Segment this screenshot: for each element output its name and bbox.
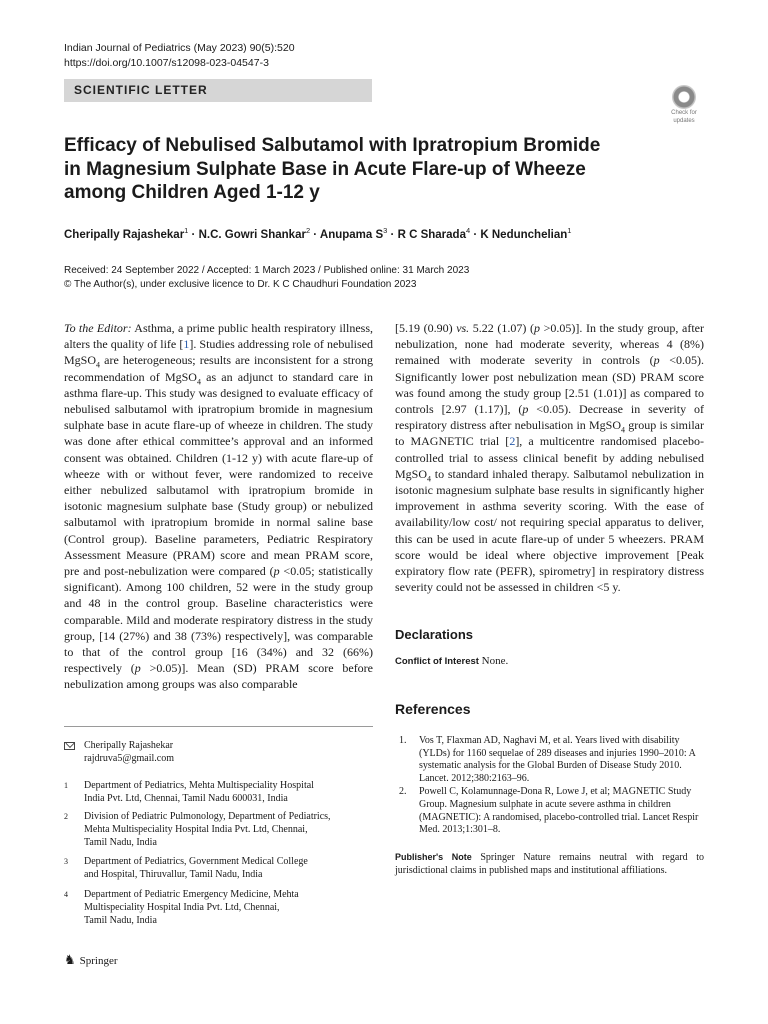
declarations-heading: Declarations (395, 627, 474, 642)
affiliation-number: 4 (64, 890, 68, 899)
italic-text: p (134, 661, 141, 676)
springer-horse-icon: ♞ (64, 952, 76, 967)
body-text: are heterogeneous; results are inconsistent for a strong recommendation of MgSO (64, 353, 373, 384)
affiliation-number: 1 (64, 781, 68, 790)
italic-text: vs. (456, 321, 470, 335)
publishers-note-text: Springer Nature remains neutral with regard to jurisdictional claims in published maps and institutional affiliations. (395, 852, 704, 876)
affiliation-line: Department of Pediatrics, Government Medical College (84, 856, 308, 867)
author-affiliation: 1 (567, 226, 572, 235)
body-text: to standard inhaled therapy. Salbutamol nebulization in isotonic magnesium sulphate base results in significantly higher improvement in asthma severity scoring. With the ease of availability/low cost/ not requiring special apparatus to deliver, this can be used in acute flare-up of under 5 wheezers. PRAM score would be ideal where objective improvement [Peak expiratory flow rate (PEFR), spirometry] in respiratory distress severity could not be assessed in children <5 y. (395, 466, 704, 595)
italic-text: p (522, 402, 529, 417)
reference-text: Vos T, Flaxman AD, Naghavi M, et al. Years lived with disability (YLDs) for 1160 sequelae of 289 diseases and injuries 1990–2010: A systematic analysis for the Global Burden of Disease Study 2010. Lancet. 2012;380:2163–96. (419, 735, 696, 784)
body-text: [5.19 (0.90) (395, 321, 457, 335)
author-name[interactable]: N.C. Gowri Shankar (198, 228, 306, 241)
affiliation-1 (64, 780, 373, 808)
article-type-label: SCIENTIFIC LETTER (74, 83, 208, 97)
references-heading: References (395, 701, 471, 717)
author-name[interactable]: R C Sharada (397, 228, 466, 241)
italic-text: p (533, 321, 540, 335)
check-updates-text-2: updates (673, 117, 695, 124)
publication-history (64, 264, 469, 292)
author-name[interactable]: Cheripally Rajashekar (64, 228, 185, 241)
reference-number: 1. (399, 735, 407, 746)
affiliation-number: 2 (64, 812, 68, 821)
coi-value: None. (481, 655, 509, 667)
salutation: To the Editor: (64, 321, 132, 335)
body-text: >0.05)]. Mean (SD) PRAM score before nebulization among groups was also comparable (64, 661, 374, 692)
copyright-line: © The Author(s), under exclusive licence to Dr. K C Chaudhuri Foundation 2023 (64, 279, 417, 290)
author-name[interactable]: Anupama S (319, 228, 384, 241)
envelope-icon (64, 742, 75, 750)
body-text: ], a multicentre randomised placebo-controlled trial to assess clinical benefit by adding nebulised MgSO (395, 434, 705, 481)
affiliation-line: and Hospital, Thiruvallur, Tamil Nadu, India (84, 868, 263, 880)
affiliation-line: Mehta Multispeciality Hospital India Pvt. Ltd, Chennai, (84, 823, 308, 835)
publisher-logo (64, 952, 118, 968)
publishers-note-label: Publisher's Note (395, 852, 472, 862)
corresponding-name: Cheripally Rajashekar (84, 740, 174, 751)
author-list (64, 226, 704, 241)
check-updates-text-1: Check for (671, 110, 697, 116)
body-paragraph (395, 320, 704, 595)
italic-text: p (653, 353, 660, 368)
author-separator: · (310, 228, 320, 241)
author-affiliation: 2 (305, 226, 311, 235)
reference-list (395, 735, 704, 838)
italic-text: p (273, 564, 280, 579)
body-text: 5.22 (1.07) ( (469, 321, 534, 335)
body-text: >0.05)]. In the study group, after nebulization, none had moderate severity, whereas 4 (8%) remained with moderate severity in controls ( (395, 321, 704, 368)
coi-label: Conflict of Interest (395, 656, 479, 667)
subscript: 4 (196, 377, 201, 386)
reference-item (395, 735, 704, 785)
author-affiliation: 1 (184, 226, 189, 235)
citation-link[interactable]: 1 (183, 337, 190, 352)
reference-number: 2. (399, 786, 407, 798)
publishers-note (395, 851, 704, 877)
corresponding-email[interactable]: rajdruva5@gmail.com (84, 752, 175, 764)
author-separator: · (470, 228, 481, 241)
footnote-divider (64, 726, 373, 727)
affiliation-line: Division of Pediatric Pulmonology, Department of Pediatrics, (84, 811, 331, 822)
title-line: Efficacy of Nebulised Salbutamol with Ipratropium Bromide (64, 135, 601, 156)
journal-citation: Indian Journal of Pediatrics (May 2023) 90(5):520 (64, 42, 295, 54)
affiliation-line: Department of Pediatric Emergency Medicine, Mehta (84, 889, 299, 900)
check-for-updates-badge[interactable] (664, 85, 704, 123)
doi-link[interactable]: https://doi.org/10.1007/s12098-023-04547-3 (64, 57, 269, 69)
body-text: group is similar to MAGNETIC trial [ (395, 418, 704, 449)
title-line: in Magnesium Sulphate Base in Acute Flare-up of Wheeze (64, 158, 586, 180)
corresponding-author (64, 740, 373, 768)
reference-item (395, 786, 704, 836)
article-title (64, 134, 624, 205)
reference-text: Powell C, Kolamunnage-Dona R, Lowe J, et al; MAGNETIC Study Group. Magnesium sulphate in acute severe asthma in children (MAGNETIC): A randomised, placebo-controlled trial. Lancet Respir Med. 2013;1:301–8. (419, 786, 699, 836)
body-column-right (395, 320, 704, 595)
affiliation-4 (64, 889, 373, 929)
citation-link[interactable]: 2 (509, 434, 516, 449)
journal-info (64, 41, 295, 71)
affiliation-line: Multispeciality Hospital India Pvt. Ltd, Chennai, (84, 901, 280, 913)
author-separator: · (387, 228, 398, 241)
author-affiliation: 4 (465, 226, 471, 235)
subscript: 4 (96, 360, 101, 370)
title-line: among Children Aged 1-12 y (64, 182, 320, 203)
affiliation-line: Tamil Nadu, India (84, 914, 157, 926)
affiliation-line: Department of Pediatrics, Mehta Multispeciality Hospital (84, 780, 314, 791)
article-type-bar (64, 79, 372, 102)
body-text: Asthma, a prime public health respiratory illness, alters the quality of life [ (64, 321, 373, 352)
affiliation-number: 3 (64, 857, 68, 866)
body-text: ]. Studies addressing role of nebulised MgSO (64, 337, 373, 368)
affiliation-3 (64, 856, 373, 884)
affiliation-2 (64, 811, 373, 851)
author-name[interactable]: K Nedunchelian (480, 228, 568, 241)
publisher-name: Springer (79, 955, 118, 967)
body-text: as an adjunct to standard care in asthma flare-up. This study was designed to evaluate efficacy of nebulised salbutamol with ipratropium bromide in magnesium sulphate base in acute flare-up of wheeze in children. The study was done after ethical committee’s approval and an informed consent was obtained. Children (1-12 y) with acute flare-up of wheeze with or without fever, were randomized to receive either nebulized salbutamol with ipratropium bromide in isotonic magnesium sulphate base (Study group) or nebulized salbutamol with ipratropium bromide in normal saline base (Control group). Baseline parameters, Pediatric Respiratory Assessment Measure (PRAM) score and mean PRAM score, pre and post-nebulization were compared ( (64, 369, 373, 579)
conflict-of-interest (395, 655, 508, 667)
body-column-left (64, 320, 373, 693)
body-text: <0.05). Decrease in severity of respiratory distress after nebulisation in MgSO (395, 402, 705, 433)
body-text: <0.05). Significantly lower post nebulization mean (SD) PRAM score was found among the study group [2.51 (1.01)] as compared to controls [2.97 (1.17)], ( (395, 353, 704, 417)
affiliation-line: India Pvt. Ltd, Chennai, Tamil Nadu 600031, India (84, 792, 288, 804)
subscript: 4 (621, 425, 626, 435)
author-affiliation: 3 (383, 226, 388, 235)
dates-line: Received: 24 September 2022 / Accepted: 1 March 2023 / Published online: 31 March 2023 (64, 265, 470, 276)
affiliation-line: Tamil Nadu, India (84, 836, 157, 848)
body-text: <0.05; statistically significant). Among 100 children, 52 were in the study group and 48 in the control group. Baseline characteristics were comparable. Mild and moderate respiratory distress in the study group, [14 (27%) and 38 (73%) respectively], was comparable to that of the control group [16 (34%) and 32 (66%) respectively ( (64, 564, 373, 676)
subscript: 4 (427, 474, 432, 484)
body-paragraph (64, 320, 373, 693)
check-updates-icon (672, 85, 696, 109)
author-separator: · (188, 228, 199, 241)
